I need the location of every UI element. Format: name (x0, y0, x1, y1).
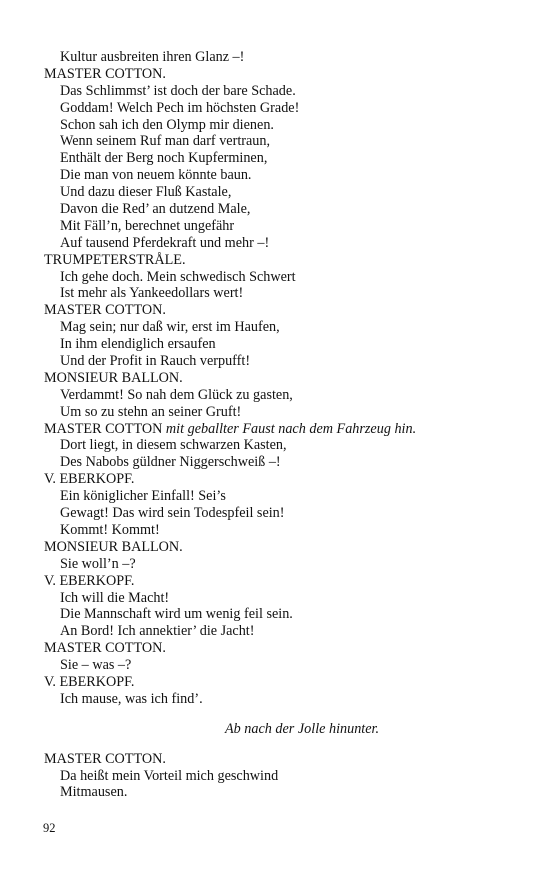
verse-line: Kommt! Kommt! (60, 521, 160, 538)
speaker-name: MASTER COTTON. (44, 302, 166, 319)
verse-line: Das Schlimmst’ ist doch der bare Schade. (60, 82, 296, 99)
speaker-with-direction (44, 421, 514, 438)
speaker-name: MASTER COTTON (44, 420, 163, 437)
verse-line: An Bord! Ich annektier’ die Jacht! (60, 623, 255, 640)
verse-line: Und dazu dieser Fluß Kastale, (60, 184, 232, 201)
verse-line: Schon sah ich den Olymp mir dienen. (60, 116, 274, 133)
page-number: 92 (43, 821, 56, 835)
verse-line: Um so zu stehn an seiner Gruft! (60, 403, 242, 420)
speaker-name: MASTER COTTON. (44, 65, 166, 82)
verse-line: Die man von neuem könnte baun. (60, 167, 252, 184)
verse-line: Ist mehr als Yankeedollars wert! (60, 285, 244, 302)
verse-line: In ihm elendiglich ersaufen (60, 336, 216, 353)
stage-direction: mit geballter Faust nach dem Fahrzeug hin. (165, 420, 417, 437)
verse-line: Kultur ausbreiten ihren Glanz –! (60, 49, 245, 65)
verse-line: Wenn seinem Ruf man darf vertraun, (60, 133, 271, 150)
verse-line: Mit Fäll’n, berechnet ungefähr (60, 217, 235, 234)
verse-line: Davon die Red’ an dutzend Male, (60, 201, 251, 218)
verse-line: Gewagt! Das wird sein Todespfeil sein! (60, 505, 285, 522)
speaker-name: MASTER COTTON. (44, 750, 166, 767)
verse-line: Ich will die Macht! (60, 589, 170, 606)
verse-line: Auf tausend Pferdekraft und mehr –! (60, 234, 270, 251)
verse-line: Dort liegt, in diesem schwarzen Kasten, (60, 437, 287, 454)
speaker-name: TRUMPETERSTRÅLE. (44, 251, 186, 268)
stage-direction: Ab nach der Jolle hinunter. (224, 720, 380, 737)
verse-line: Verdammt! So nah dem Glück zu gasten, (60, 386, 293, 403)
play-text (44, 49, 514, 801)
verse-line: Und der Profit in Rauch verpufft! (60, 353, 251, 370)
verse-line: Goddam! Welch Pech im höchsten Grade! (60, 99, 300, 116)
verse-line: Ich gehe doch. Mein schwedisch Schwert (60, 268, 296, 285)
verse-line: Ein königlicher Einfall! Sei’s (60, 488, 226, 505)
speaker-name: MONSIEUR BALLON. (44, 369, 183, 386)
verse-line: Mag sein; nur daß wir, erst im Haufen, (60, 319, 280, 336)
verse-line: Da heißt mein Vorteil mich geschwind (60, 767, 279, 784)
verse-line: Die Mannschaft wird um wenig feil sein. (60, 606, 293, 623)
verse-line: Sie – was –? (60, 657, 132, 674)
speaker-name: V. EBERKOPF. (44, 673, 135, 690)
speaker-name: MONSIEUR BALLON. (44, 538, 183, 555)
verse-line: Enthält der Berg noch Kupferminen, (60, 150, 268, 167)
verse-line: Ich mause, was ich find’. (60, 690, 203, 707)
speaker-name: V. EBERKOPF. (44, 572, 135, 589)
verse-line: Sie woll’n –? (60, 555, 136, 572)
verse-line: Mitmausen. (60, 784, 128, 801)
verse-line: Des Nabobs güldner Niggerschweiß –! (60, 454, 281, 471)
speaker-name: V. EBERKOPF. (44, 471, 135, 488)
speaker-name: MASTER COTTON. (44, 640, 166, 657)
